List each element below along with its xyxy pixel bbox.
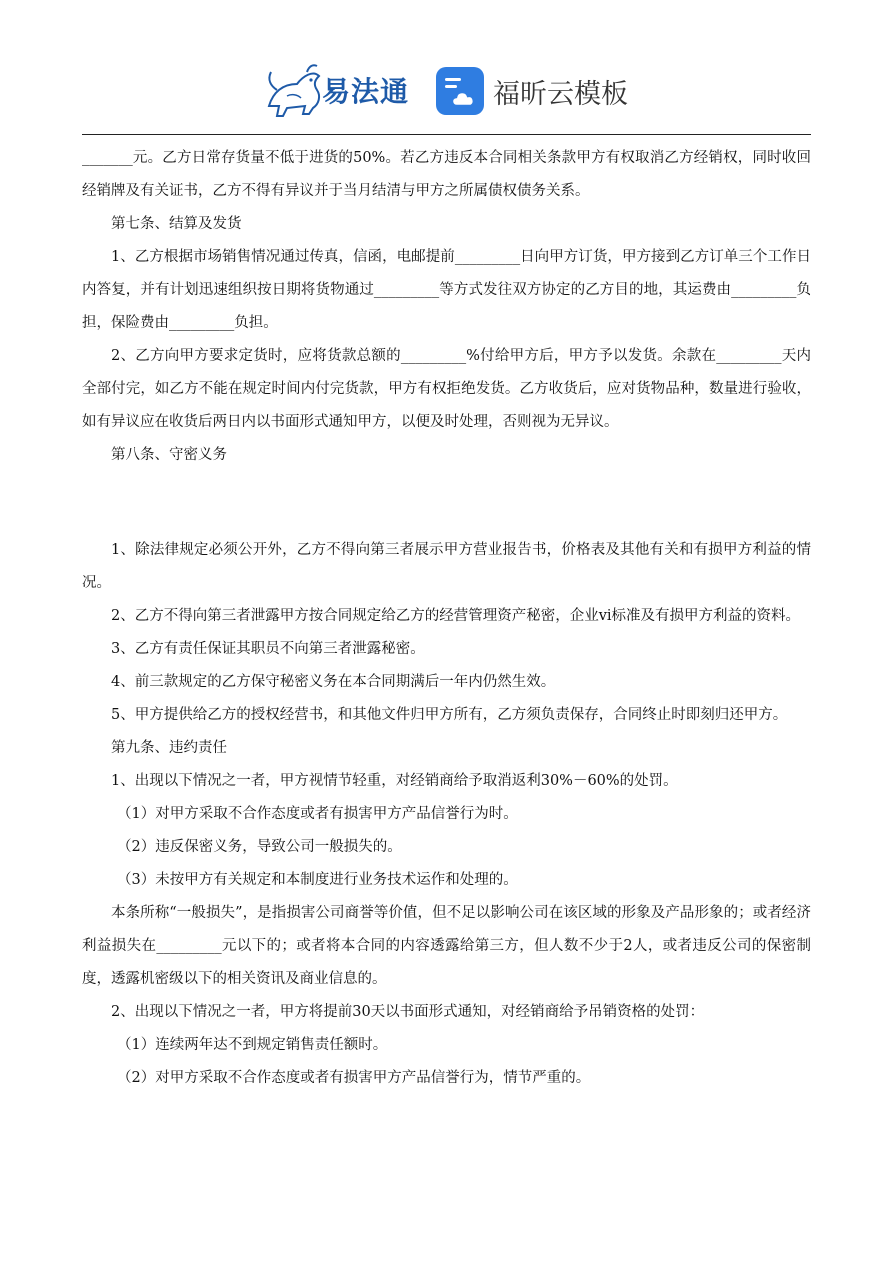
section-heading-article8: 第八条、守密义务 xyxy=(111,447,227,463)
section-heading-article9: 第九条、违约责任 xyxy=(111,740,227,756)
list-item-9-2-2: （2）对甲方采取不合作态度或者有损害甲方产品信誉行为，情节严重的。 xyxy=(117,1070,591,1086)
paragraph-9-2: 2、出现以下情况之一者，甲方将提前30天以书面形式通知，对经销商给予吊销资格的处罚： xyxy=(111,1004,705,1020)
blank-space xyxy=(82,472,811,534)
logo2-text: 福昕云模板 xyxy=(493,79,628,110)
list-item-9-1-3: （3）未按甲方有关规定和本制度进行业务技术运作和处理的。 xyxy=(117,872,518,888)
paragraph-continuation: _______元。乙方日常存货量不低于进货的50%。若乙方违反本合同相关条款甲方有权取消乙方经销权，同时收回经销牌及有关证书，乙方不得有异议并于当月结清与甲方之所属债权债务关系。 xyxy=(82,150,811,199)
logo1-text: 易法通 xyxy=(322,75,410,108)
section-heading-article7: 第七条、结算及发货 xyxy=(111,216,242,232)
paragraph-8-2: 2、乙方不得向第三者泄露甲方按合同规定给乙方的经营管理资产秘密，企业vi标准及有损甲方利益的资料。 xyxy=(111,608,801,624)
paragraph-general-loss: 本条所称“一般损失”，是指损害公司商誉等价值，但不足以影响公司在该区域的形象及产品形象的；或者经济利益损失在_________元以下的；或者将本合同的内容透露给第三方，但人数不少于2人，或者违反公司的保密制度，透露机密级以下的相关资讯及商业信息的。 xyxy=(82,905,811,987)
paragraph-8-4: 4、前三款规定的乙方保守秘密义务在本合同期满后一年内仍然生效。 xyxy=(111,674,556,690)
paragraph-8-1: 1、除法律规定必须公开外，乙方不得向第三者展示甲方营业报告书，价格表及其他有关和有损甲方利益的情况。 xyxy=(82,542,811,591)
header-divider xyxy=(82,134,811,135)
page-header xyxy=(0,0,893,134)
paragraph-9-1: 1、出现以下情况之一者，甲方视情节轻重，对经销商给予取消返利30%－60%的处罚。 xyxy=(111,773,678,789)
list-item-9-2-1: （1）连续两年达不到规定销售责任额时。 xyxy=(117,1037,388,1053)
list-item-9-1-2: （2）违反保密义务，导致公司一般损失的。 xyxy=(117,839,402,855)
paragraph-7-2: 2、乙方向甲方要求定货时，应将货款总额的_________%付给甲方后，甲方予以发货。余款在_________天内全部付完，如乙方不能在规定时间内付完货款，甲方有权拒绝发货。乙方收货后，应对货物品种，数量进行验收，如有异议应在收货后两日内以书面形式通知甲方，以便及时处理，否则视为无异议。 xyxy=(82,348,811,430)
paragraph-8-3: 3、乙方有责任保证其职员不向第三者泄露秘密。 xyxy=(111,641,425,657)
paragraph-7-1: 1、乙方根据市场销售情况通过传真，信函，电邮提前_________日向甲方订货，甲方接到乙方订单三个工作日内答复，并有计划迅速组织按日期将货物通过_________等方式发往双方协定的乙方目的地，其运费由_________负担，保险费由_________负担。 xyxy=(82,249,811,331)
document-body xyxy=(82,142,811,1095)
paragraph-8-5: 5、甲方提供给乙方的授权经营书，和其他文件归甲方所有，乙方须负责保存，合同终止时即刻归还甲方。 xyxy=(111,707,788,723)
list-item-9-1-1: （1）对甲方采取不合作态度或者有损害甲方产品信誉行为时。 xyxy=(117,806,518,822)
cloud-template-logo-icon xyxy=(435,66,485,116)
